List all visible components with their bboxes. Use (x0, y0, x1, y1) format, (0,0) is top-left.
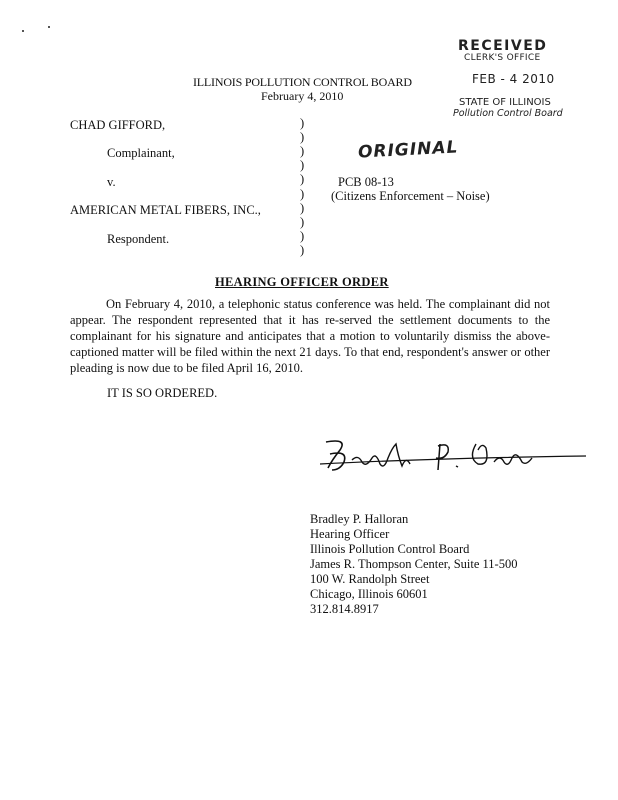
scan-speck (22, 30, 24, 32)
case-type: (Citizens Enforcement – Noise) (331, 189, 490, 203)
signature (318, 436, 588, 481)
caption-paren: ) (300, 172, 305, 186)
scan-speck (48, 26, 50, 28)
received-stamp-state: STATE OF ILLINOIS (459, 97, 551, 108)
respondent-role: Respondent. (107, 232, 170, 246)
officer-agency: Illinois Pollution Control Board (310, 542, 470, 556)
received-stamp-office: CLERK'S OFFICE (464, 53, 541, 63)
received-stamp-title: RECEIVED (458, 38, 548, 54)
respondent-name: AMERICAN METAL FIBERS, INC., (70, 203, 261, 217)
order-closing: IT IS SO ORDERED. (107, 386, 218, 400)
caption-paren: ) (300, 215, 305, 229)
versus: v. (107, 175, 116, 189)
order-title: HEARING OFFICER ORDER (215, 275, 389, 289)
header-date: February 4, 2010 (261, 89, 344, 103)
complainant-role: Complainant, (107, 146, 175, 160)
officer-phone: 312.814.8917 (310, 602, 379, 616)
caption-paren: ) (300, 158, 305, 172)
officer-title: Hearing Officer (310, 527, 390, 541)
received-stamp-date: FEB - 4 2010 (472, 72, 555, 86)
signature-scribble (318, 436, 588, 476)
caption-paren: ) (300, 229, 305, 243)
order-body: On February 4, 2010, a telephonic status conference was held. The complainant did not appear. The respondent represented that it has re-served the settlement documents to the complainant for his signature and anticipates that a motion to voluntarily dismiss the above-captioned matter will be filed within the next 21 days. To that end, respondent's answer or other pleading is now due to be filed April 16, 2010. (70, 297, 550, 375)
original-stamp: ORIGINAL (357, 137, 459, 163)
officer-city: Chicago, Illinois 60601 (310, 587, 428, 601)
agency-heading: ILLINOIS POLLUTION CONTROL BOARD (193, 75, 412, 89)
officer-center: James R. Thompson Center, Suite 11-500 (310, 557, 518, 571)
officer-name: Bradley P. Halloran (310, 512, 409, 526)
complainant-name: CHAD GIFFORD, (70, 118, 166, 132)
caption-paren: ) (300, 187, 305, 201)
caption-paren: ) (300, 116, 305, 130)
caption-paren: ) (300, 144, 305, 158)
case-number: PCB 08-13 (338, 175, 394, 189)
caption-paren: ) (300, 243, 305, 257)
caption-paren: ) (300, 201, 305, 215)
signature-text (330, 450, 338, 451)
caption-paren: ) (300, 130, 305, 144)
officer-street: 100 W. Randolph Street (310, 572, 430, 586)
received-stamp-board: Pollution Control Board (453, 108, 563, 119)
